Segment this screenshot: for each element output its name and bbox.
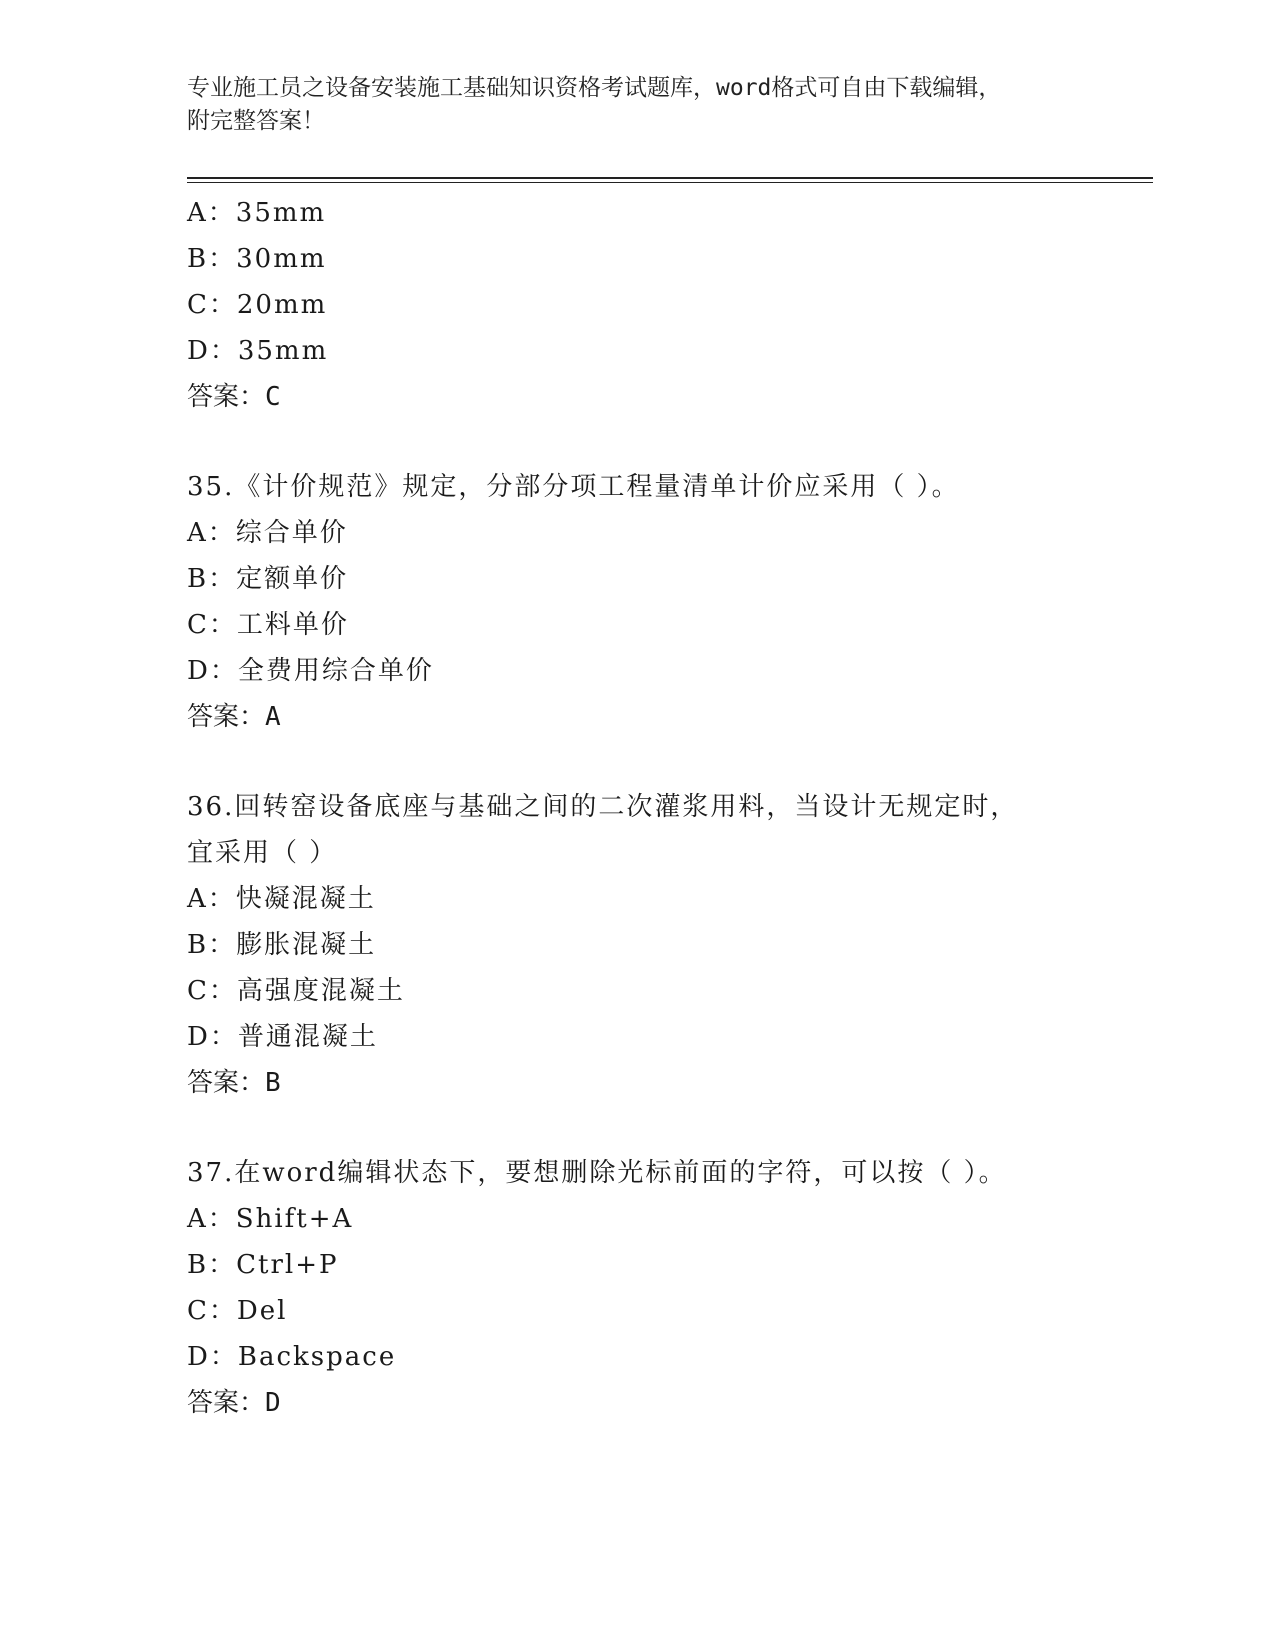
option-a: A：综合单价 — [187, 518, 348, 548]
option-a: A：Shift+A — [187, 1204, 354, 1234]
header-rule-thick — [187, 177, 1153, 179]
question-text: 36.回转窑设备底座与基础之间的二次灌浆用料，当设计无规定时，宜采用（ ） — [187, 792, 1019, 868]
answer: 答案：C — [187, 382, 281, 412]
header-line-2: 附完整答案！ — [187, 108, 325, 134]
option-b: B：30mm — [187, 244, 327, 274]
header-rule-thin — [187, 182, 1153, 183]
option-c: C：高强度混凝土 — [187, 976, 405, 1006]
option-b: B：膨胀混凝土 — [187, 930, 377, 960]
option-a: A：35mm — [187, 198, 327, 228]
option-c: C：Del — [187, 1296, 288, 1326]
option-b: B：定额单价 — [187, 564, 349, 594]
question-block-36 — [187, 784, 1087, 1106]
question-text: 37.在word编辑状态下，要想删除光标前面的字符，可以按（ ）。 — [187, 1158, 1007, 1188]
document-body — [187, 190, 1087, 1426]
option-d: D：普通混凝土 — [187, 1022, 378, 1052]
answer: 答案：B — [187, 1068, 281, 1098]
option-d: D：35mm — [187, 336, 329, 366]
question-block-35 — [187, 464, 1087, 740]
block-spacer — [187, 740, 1087, 784]
question-block-37 — [187, 1150, 1087, 1426]
option-a: A：快凝混凝土 — [187, 884, 376, 914]
header-line-1: 专业施工员之设备安装施工基础知识资格考试题库，word格式可自由下载编辑， — [187, 75, 1002, 101]
answer: 答案：A — [187, 702, 281, 732]
option-c: C：20mm — [187, 290, 328, 320]
block-spacer — [187, 420, 1087, 464]
question-block-34 — [187, 190, 1087, 420]
option-d: D：全费用综合单价 — [187, 656, 434, 686]
option-d: D：Backspace — [187, 1342, 397, 1372]
option-b: B：Ctrl+P — [187, 1250, 339, 1280]
option-c: C：工料单价 — [187, 610, 349, 640]
question-text: 35.《计价规范》规定，分部分项工程量清单计价应采用（ ）。 — [187, 472, 960, 502]
page-header — [187, 72, 1067, 138]
block-spacer — [187, 1106, 1087, 1150]
answer: 答案：D — [187, 1388, 281, 1418]
